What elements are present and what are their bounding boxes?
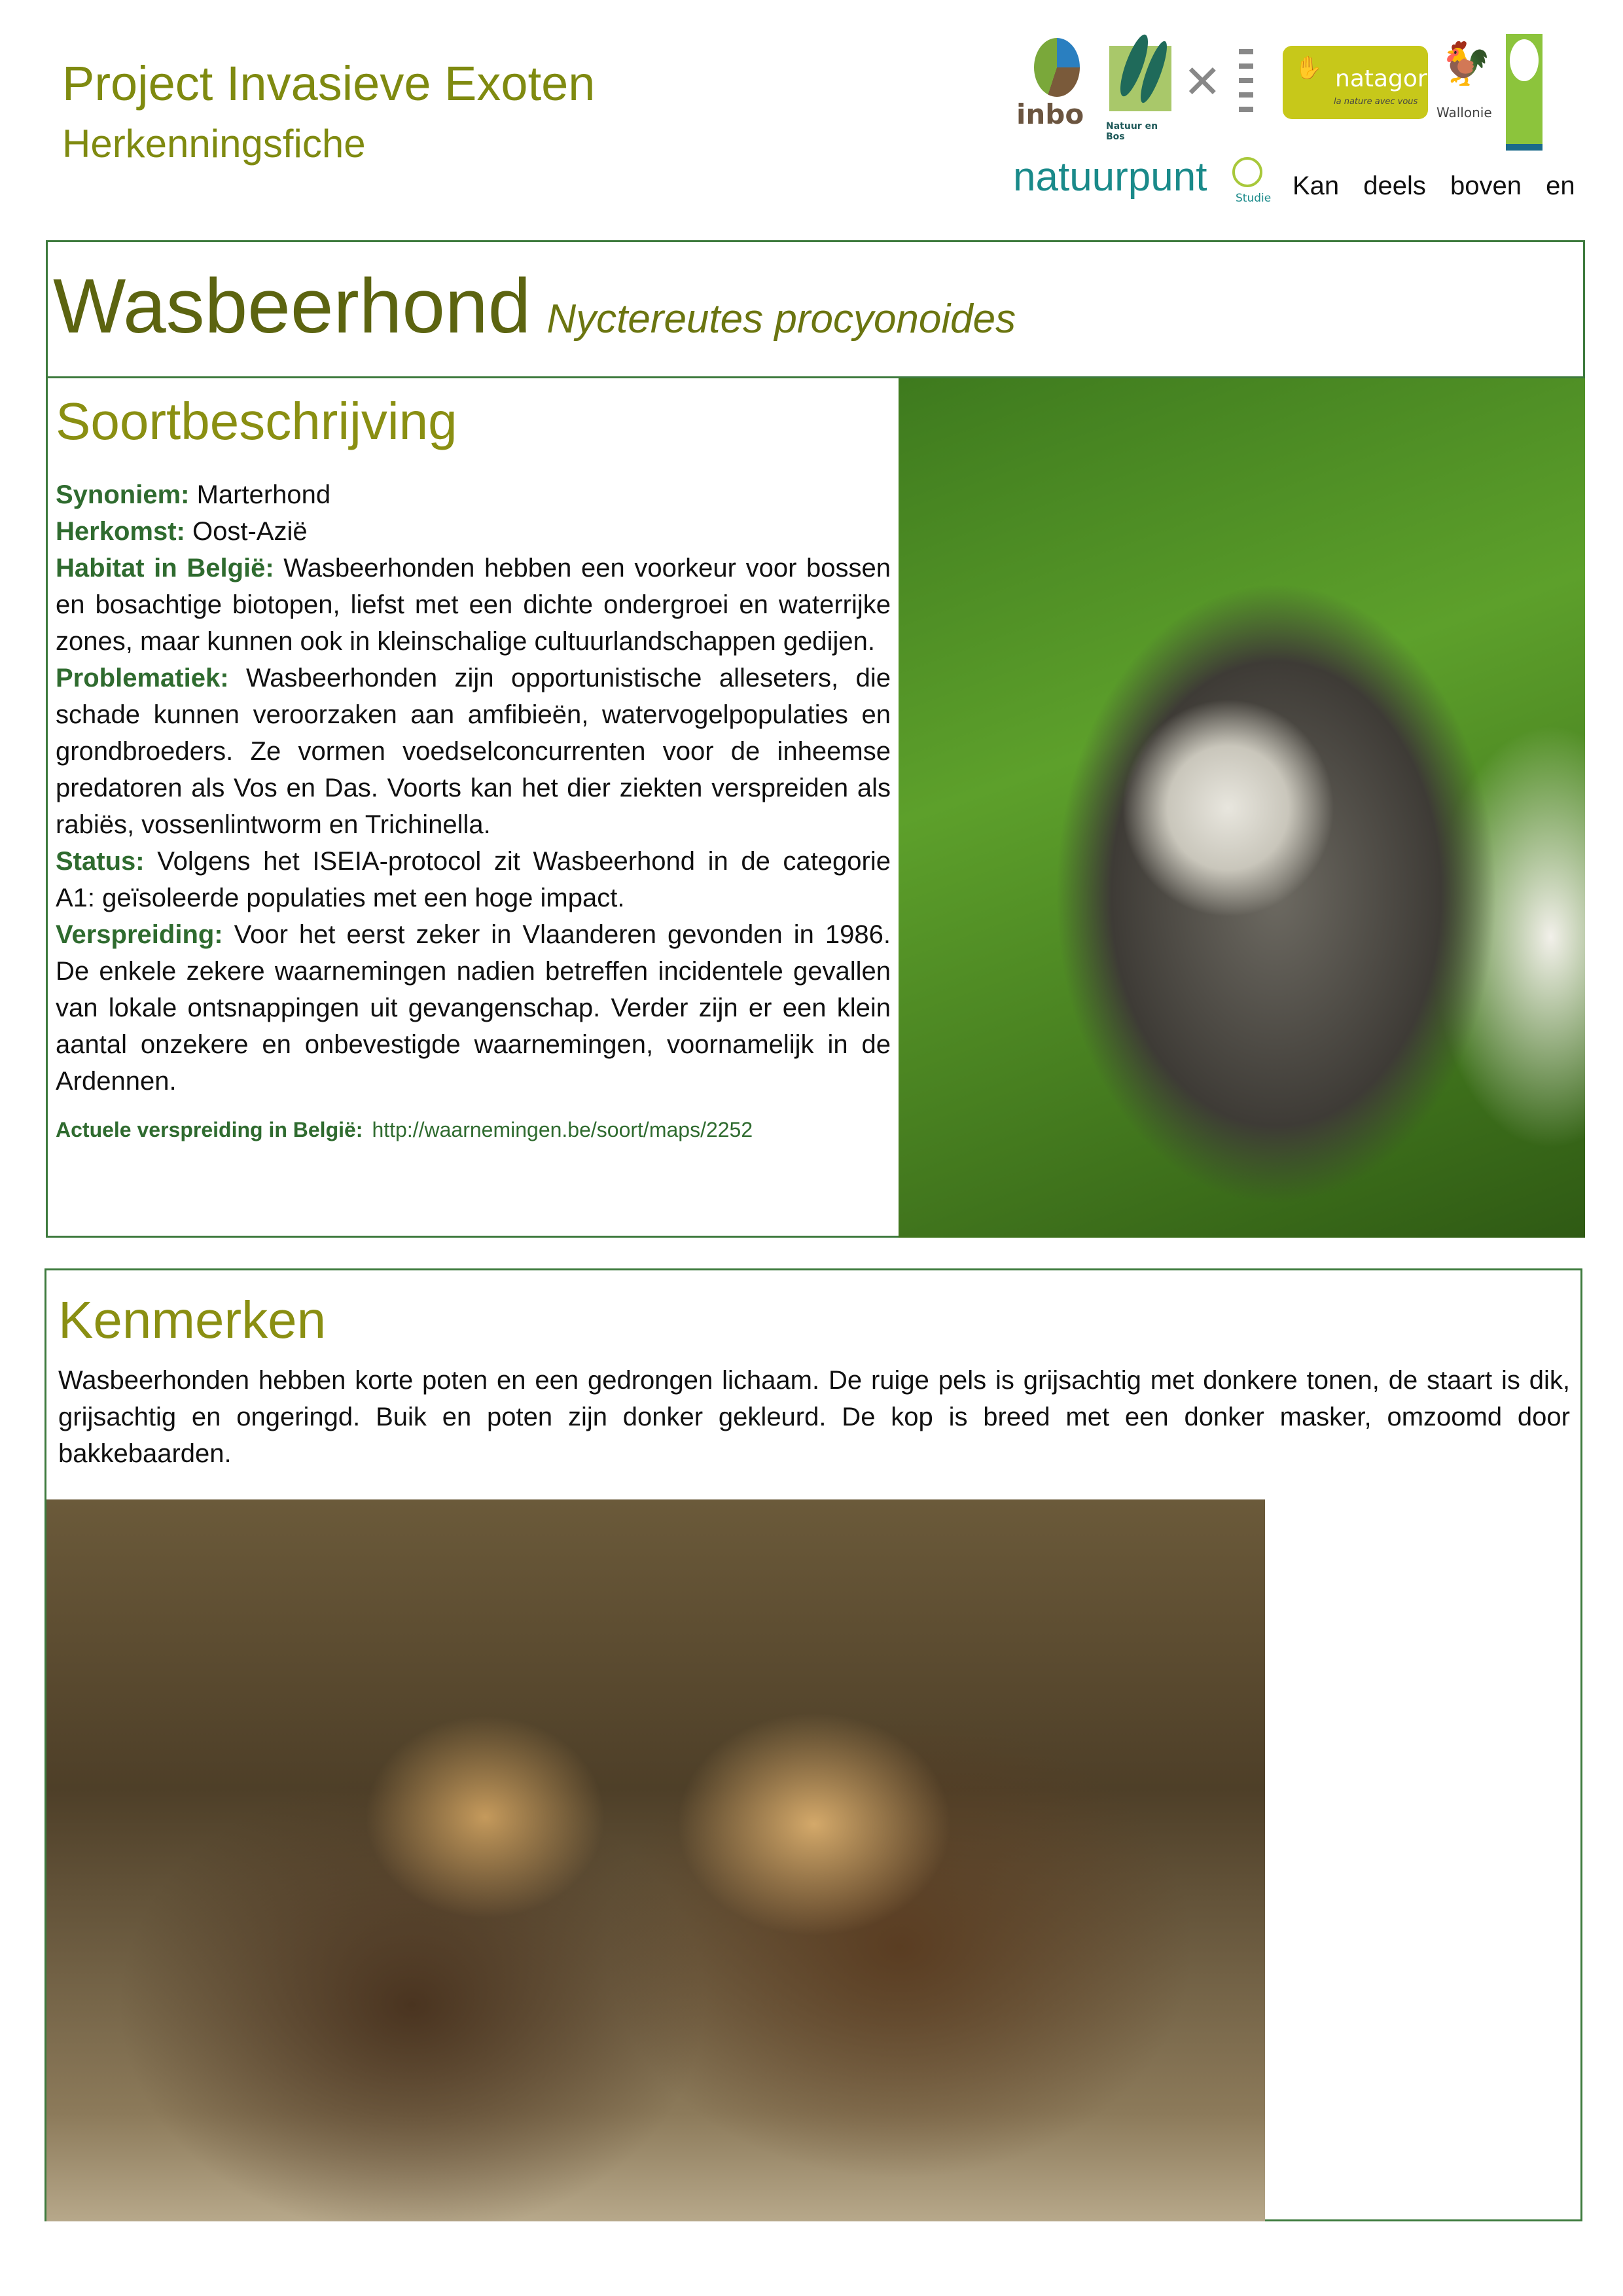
raccoon-dog-photo-portrait: [899, 378, 1585, 1238]
raccoon-dogs-pair-photo: [46, 1499, 1265, 2221]
desc-herkomst: Herkomst: Oost-Azië: [56, 517, 308, 546]
leefmilieu-brussel-logo: [1506, 34, 1543, 151]
features-box: [45, 1268, 1582, 2221]
features-text: Wasbeerhonden hebben korte poten en een gedrongen lichaam. De ruige pels is grijsachtig met donkere tonen, de staart is dik, grijsachtig en ongeringd. Buik en poten zijn donker gekleurd. De kop is breed met een donker masker, omzoomd door bakkebaarden.: [58, 1366, 1570, 1468]
inbo-logo: inbo: [1013, 33, 1098, 137]
desc-synoniem: Synoniem: Marterhond: [56, 480, 331, 509]
desc-verspreiding: Verspreiding: Voor het eerst zeker in Vlaanderen gevonden in 1986. De enkele zekere waarnemingen nadien betreffen incidentele gevallen van lokale ontsnappingen uit gevangenschap. Verder zijn er een klein aantal onzekere en onbevestigde waarnemingen, voornamelijk in de Ardennen.: [56, 920, 891, 1096]
natagora-logo: ✋ natagora la nature avec vous: [1283, 46, 1428, 119]
natuur-en-bos-logo: Natuur en Bos: [1106, 33, 1178, 141]
current-distribution: Actuele verspreiding in België: http://waarnemingen.be/soort/maps/2252: [56, 1118, 753, 1141]
desc-habitat: Habitat in België: Wasbeerhonden hebben een voorkeur voor bossen en bosachtige biotopen, liefst met een dichte ondergroei en waterrijke zones, maar kunnen ook in kleinschalige cultuurlandschappen gedijen.: [56, 554, 891, 656]
desc-problematiek: Problematiek: Wasbeerhonden zijn opportunistische alleseters, die schade kunnen veroorzaken aan amfibieën, watervogelpopulaties en grondbroeders. Ze vormen voedselconcurrenten voor de inheemse predatoren als Vos en Das. Voorts kan het dier ziekten verspreiden als rabiës, vossenlintworm en Trichinella.: [56, 664, 891, 839]
features-heading: Kenmerken: [58, 1291, 327, 1349]
project-title: Project Invasieve Exoten: [62, 56, 596, 111]
title-row: [48, 242, 1583, 378]
description-text: [56, 476, 891, 1100]
species-latin-name: Nyctereutes procyonoides: [546, 296, 1016, 342]
wallonie-logo: 🐓 Wallonie: [1436, 40, 1492, 120]
subtitle: Herkenningsfiche: [62, 122, 366, 166]
desc-status: Status: Volgens het ISEIA-protocol zit Wasbeerhond in de categorie A1: geïsoleerde populaties met een hoge impact.: [56, 847, 891, 912]
species-title: [53, 262, 1016, 351]
species-box: [46, 240, 1585, 1238]
vlaamse-overheid-logo: ✕: [1183, 49, 1236, 118]
description-heading: Soortbeschrijving: [56, 392, 457, 450]
description-section: [48, 378, 899, 1238]
species-name: Wasbeerhond: [53, 263, 531, 350]
natuurpunt-logo: natuurpunt Studie: [1013, 154, 1272, 205]
distribution-link[interactable]: http://waarnemingen.be/soort/maps/2252: [372, 1118, 753, 1141]
overflow-text: Kan deels boven en: [1293, 171, 1575, 200]
